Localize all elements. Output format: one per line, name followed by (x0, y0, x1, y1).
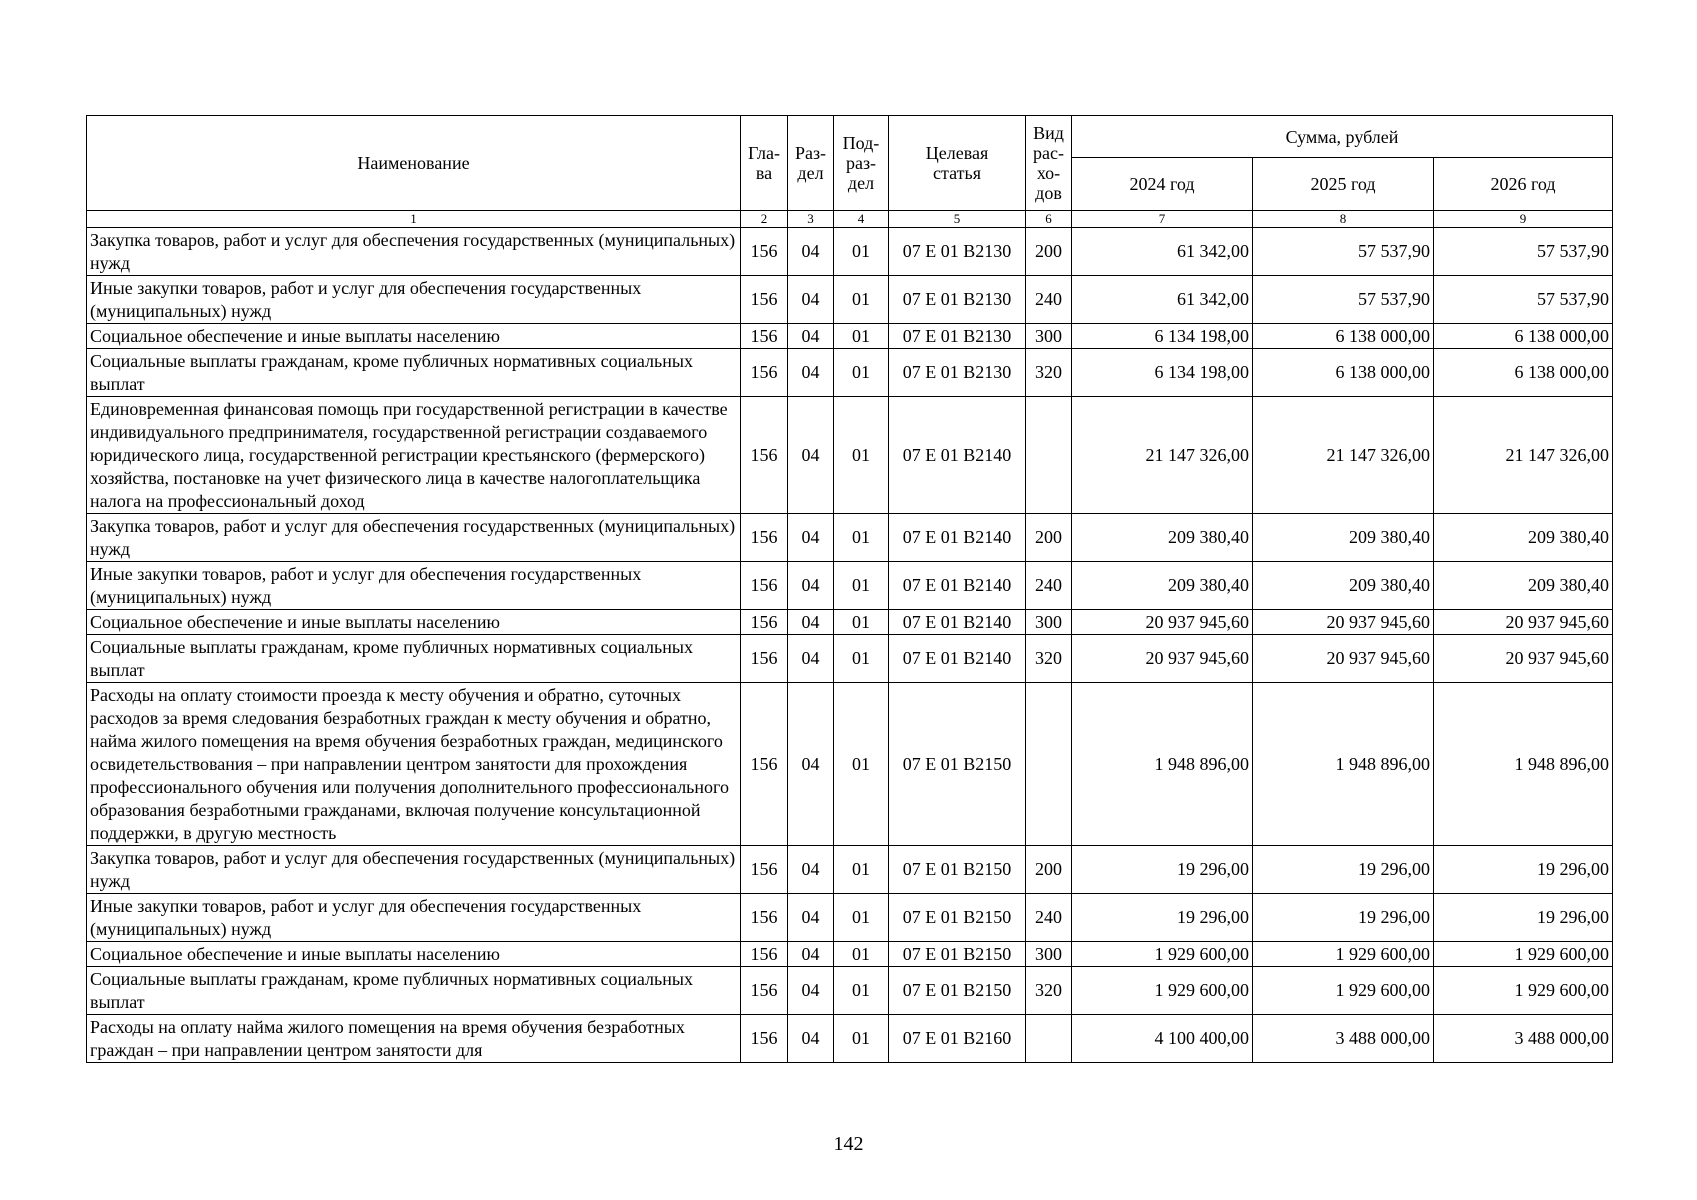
cell-podrazdel: 01 (834, 228, 889, 276)
cell-celevaya-statya: 07 Е 01 В2130 (889, 228, 1026, 276)
cell-razdel: 04 (788, 846, 834, 894)
cell-name: Иные закупки товаров, работ и услуг для обеспечения государственных (муниципальных) нужд (87, 276, 741, 324)
cell-sum-2026: 21 147 326,00 (1434, 397, 1613, 514)
cell-sum-2024: 1 948 896,00 (1072, 683, 1253, 846)
cell-glava: 156 (741, 610, 788, 635)
cell-sum-2025: 1 929 600,00 (1253, 942, 1434, 967)
cell-vid-rashodov (1026, 683, 1072, 846)
page-number: 142 (833, 1133, 864, 1155)
cell-podrazdel: 01 (834, 846, 889, 894)
cell-name: Иные закупки товаров, работ и услуг для обеспечения государственных (муниципальных) нужд (87, 562, 741, 610)
cell-razdel: 04 (788, 397, 834, 514)
cell-sum-2024: 20 937 945,60 (1072, 610, 1253, 635)
budget-table-page (86, 115, 1612, 1063)
cell-razdel: 04 (788, 228, 834, 276)
table-row (87, 967, 1613, 1015)
cell-sum-2024: 61 342,00 (1072, 228, 1253, 276)
cell-sum-2025: 1 929 600,00 (1253, 967, 1434, 1015)
header-name: Наименование (87, 116, 741, 211)
cell-glava: 156 (741, 228, 788, 276)
cell-sum-2024: 4 100 400,00 (1072, 1015, 1253, 1063)
cell-vid-rashodov: 300 (1026, 610, 1072, 635)
cell-sum-2025: 209 380,40 (1253, 514, 1434, 562)
cell-glava: 156 (741, 1015, 788, 1063)
cell-sum-2026: 6 138 000,00 (1434, 349, 1613, 397)
cell-sum-2026: 3 488 000,00 (1434, 1015, 1613, 1063)
cell-vid-rashodov: 200 (1026, 228, 1072, 276)
cell-podrazdel: 01 (834, 1015, 889, 1063)
budget-table (86, 115, 1613, 1063)
cell-vid-rashodov: 320 (1026, 635, 1072, 683)
cell-glava: 156 (741, 683, 788, 846)
cell-celevaya-statya: 07 Е 01 В2150 (889, 967, 1026, 1015)
table-row (87, 562, 1613, 610)
cell-glava: 156 (741, 514, 788, 562)
cell-razdel: 04 (788, 349, 834, 397)
table-row (87, 228, 1613, 276)
cell-podrazdel: 01 (834, 635, 889, 683)
column-number: 9 (1434, 211, 1613, 228)
column-number-row (87, 211, 1613, 228)
cell-glava: 156 (741, 349, 788, 397)
header-summa: Сумма, рублей (1072, 116, 1613, 158)
cell-celevaya-statya: 07 Е 01 В2150 (889, 846, 1026, 894)
cell-podrazdel: 01 (834, 967, 889, 1015)
cell-celevaya-statya: 07 Е 01 В2130 (889, 349, 1026, 397)
cell-sum-2025: 6 138 000,00 (1253, 349, 1434, 397)
cell-sum-2025: 20 937 945,60 (1253, 610, 1434, 635)
cell-podrazdel: 01 (834, 610, 889, 635)
cell-celevaya-statya: 07 Е 01 В2140 (889, 610, 1026, 635)
cell-sum-2026: 209 380,40 (1434, 562, 1613, 610)
header-podrazdel: Под- раз- дел (834, 116, 889, 211)
cell-glava: 156 (741, 846, 788, 894)
cell-sum-2026: 1 948 896,00 (1434, 683, 1613, 846)
cell-sum-2024: 6 134 198,00 (1072, 324, 1253, 349)
cell-sum-2026: 57 537,90 (1434, 276, 1613, 324)
cell-vid-rashodov: 300 (1026, 942, 1072, 967)
cell-name: Единовременная финансовая помощь при государственной регистрации в качестве индивидуального предпринимателя, государственной регистрации создаваемого юридического лица, государственной регистрации крестьянского (фермерского) хозяйства, постановке на учет физического лица в качестве налогоплательщика налога на профессиональный доход (87, 397, 741, 514)
cell-sum-2025: 19 296,00 (1253, 846, 1434, 894)
cell-podrazdel: 01 (834, 683, 889, 846)
cell-razdel: 04 (788, 276, 834, 324)
cell-vid-rashodov (1026, 397, 1072, 514)
cell-sum-2024: 20 937 945,60 (1072, 635, 1253, 683)
cell-sum-2025: 6 138 000,00 (1253, 324, 1434, 349)
cell-name: Социальное обеспечение и иные выплаты населению (87, 610, 741, 635)
cell-vid-rashodov: 200 (1026, 514, 1072, 562)
cell-celevaya-statya: 07 Е 01 В2160 (889, 1015, 1026, 1063)
cell-razdel: 04 (788, 894, 834, 942)
column-number: 1 (87, 211, 741, 228)
table-row (87, 942, 1613, 967)
column-number: 7 (1072, 211, 1253, 228)
header-year-2025: 2025 год (1253, 158, 1434, 211)
cell-razdel: 04 (788, 324, 834, 349)
cell-sum-2024: 209 380,40 (1072, 514, 1253, 562)
cell-razdel: 04 (788, 610, 834, 635)
cell-vid-rashodov: 200 (1026, 846, 1072, 894)
header-year-2024: 2024 год (1072, 158, 1253, 211)
cell-podrazdel: 01 (834, 942, 889, 967)
table-row (87, 324, 1613, 349)
cell-razdel: 04 (788, 514, 834, 562)
header-glava: Гла- ва (741, 116, 788, 211)
cell-glava: 156 (741, 942, 788, 967)
cell-glava: 156 (741, 635, 788, 683)
cell-sum-2026: 6 138 000,00 (1434, 324, 1613, 349)
cell-celevaya-statya: 07 Е 01 В2140 (889, 635, 1026, 683)
cell-name: Социальные выплаты гражданам, кроме публичных нормативных социальных выплат (87, 635, 741, 683)
cell-glava: 156 (741, 276, 788, 324)
cell-podrazdel: 01 (834, 514, 889, 562)
table-body (87, 228, 1613, 1063)
cell-sum-2026: 1 929 600,00 (1434, 942, 1613, 967)
column-number: 2 (741, 211, 788, 228)
cell-name: Социальные выплаты гражданам, кроме публичных нормативных социальных выплат (87, 967, 741, 1015)
header-celevaya-statya: Целевая статья (889, 116, 1026, 211)
cell-name: Закупка товаров, работ и услуг для обеспечения государственных (муниципальных) нужд (87, 228, 741, 276)
cell-sum-2026: 19 296,00 (1434, 846, 1613, 894)
cell-name: Закупка товаров, работ и услуг для обеспечения государственных (муниципальных) нужд (87, 514, 741, 562)
column-number: 4 (834, 211, 889, 228)
cell-razdel: 04 (788, 1015, 834, 1063)
cell-sum-2024: 1 929 600,00 (1072, 967, 1253, 1015)
cell-sum-2024: 6 134 198,00 (1072, 349, 1253, 397)
header-razdel: Раз- дел (788, 116, 834, 211)
cell-name: Иные закупки товаров, работ и услуг для обеспечения государственных (муниципальных) нужд (87, 894, 741, 942)
cell-razdel: 04 (788, 635, 834, 683)
column-number: 8 (1253, 211, 1434, 228)
cell-sum-2025: 1 948 896,00 (1253, 683, 1434, 846)
cell-vid-rashodov: 320 (1026, 967, 1072, 1015)
cell-sum-2025: 19 296,00 (1253, 894, 1434, 942)
cell-sum-2024: 21 147 326,00 (1072, 397, 1253, 514)
cell-vid-rashodov: 240 (1026, 276, 1072, 324)
table-row (87, 635, 1613, 683)
cell-razdel: 04 (788, 942, 834, 967)
cell-podrazdel: 01 (834, 324, 889, 349)
cell-razdel: 04 (788, 967, 834, 1015)
cell-name: Расходы на оплату найма жилого помещения на время обучения безработных граждан – при направлении центром занятости для (87, 1015, 741, 1063)
cell-razdel: 04 (788, 683, 834, 846)
cell-podrazdel: 01 (834, 276, 889, 324)
cell-vid-rashodov: 320 (1026, 349, 1072, 397)
cell-sum-2026: 20 937 945,60 (1434, 610, 1613, 635)
cell-name: Расходы на оплату стоимости проезда к месту обучения и обратно, суточных расходов за время следования безработных граждан к месту обучения и обратно, найма жилого помещения на время обучения безработных граждан, медицинского освидетельствования – при направлении центром занятости для прохождения профессионального обучения или получения дополнительного профессионального образования безработными гражданами, включая получение консультационной поддержки, в другую местность (87, 683, 741, 846)
table-row (87, 514, 1613, 562)
cell-sum-2024: 1 929 600,00 (1072, 942, 1253, 967)
cell-sum-2026: 19 296,00 (1434, 894, 1613, 942)
cell-glava: 156 (741, 562, 788, 610)
cell-name: Социальное обеспечение и иные выплаты населению (87, 324, 741, 349)
column-number: 6 (1026, 211, 1072, 228)
cell-razdel: 04 (788, 562, 834, 610)
table-row (87, 349, 1613, 397)
cell-celevaya-statya: 07 Е 01 В2130 (889, 324, 1026, 349)
table-row (87, 846, 1613, 894)
cell-vid-rashodov: 300 (1026, 324, 1072, 349)
cell-celevaya-statya: 07 Е 01 В2130 (889, 276, 1026, 324)
cell-sum-2024: 61 342,00 (1072, 276, 1253, 324)
cell-sum-2025: 57 537,90 (1253, 228, 1434, 276)
cell-celevaya-statya: 07 Е 01 В2150 (889, 683, 1026, 846)
column-number: 5 (889, 211, 1026, 228)
header-vid-rashodov: Вид рас- хо- дов (1026, 116, 1072, 211)
cell-vid-rashodov (1026, 1015, 1072, 1063)
cell-sum-2026: 57 537,90 (1434, 228, 1613, 276)
cell-podrazdel: 01 (834, 894, 889, 942)
cell-name: Социальные выплаты гражданам, кроме публичных нормативных социальных выплат (87, 349, 741, 397)
table-row (87, 610, 1613, 635)
cell-celevaya-statya: 07 Е 01 В2150 (889, 894, 1026, 942)
cell-sum-2025: 21 147 326,00 (1253, 397, 1434, 514)
table-row (87, 894, 1613, 942)
cell-celevaya-statya: 07 Е 01 В2140 (889, 397, 1026, 514)
cell-name: Закупка товаров, работ и услуг для обеспечения государственных (муниципальных) нужд (87, 846, 741, 894)
cell-glava: 156 (741, 324, 788, 349)
cell-celevaya-statya: 07 Е 01 В2140 (889, 514, 1026, 562)
header-year-2026: 2026 год (1434, 158, 1613, 211)
cell-celevaya-statya: 07 Е 01 В2150 (889, 942, 1026, 967)
cell-sum-2024: 19 296,00 (1072, 846, 1253, 894)
cell-celevaya-statya: 07 Е 01 В2140 (889, 562, 1026, 610)
cell-sum-2025: 209 380,40 (1253, 562, 1434, 610)
cell-glava: 156 (741, 894, 788, 942)
cell-sum-2026: 209 380,40 (1434, 514, 1613, 562)
cell-vid-rashodov: 240 (1026, 894, 1072, 942)
cell-vid-rashodov: 240 (1026, 562, 1072, 610)
cell-podrazdel: 01 (834, 397, 889, 514)
cell-podrazdel: 01 (834, 349, 889, 397)
cell-podrazdel: 01 (834, 562, 889, 610)
cell-sum-2025: 57 537,90 (1253, 276, 1434, 324)
cell-glava: 156 (741, 397, 788, 514)
table-row (87, 276, 1613, 324)
cell-sum-2025: 3 488 000,00 (1253, 1015, 1434, 1063)
cell-glava: 156 (741, 967, 788, 1015)
table-row (87, 397, 1613, 514)
column-number: 3 (788, 211, 834, 228)
cell-sum-2024: 19 296,00 (1072, 894, 1253, 942)
cell-sum-2024: 209 380,40 (1072, 562, 1253, 610)
table-row (87, 683, 1613, 846)
table-row (87, 1015, 1613, 1063)
cell-sum-2025: 20 937 945,60 (1253, 635, 1434, 683)
cell-sum-2026: 1 929 600,00 (1434, 967, 1613, 1015)
cell-name: Социальное обеспечение и иные выплаты населению (87, 942, 741, 967)
cell-sum-2026: 20 937 945,60 (1434, 635, 1613, 683)
